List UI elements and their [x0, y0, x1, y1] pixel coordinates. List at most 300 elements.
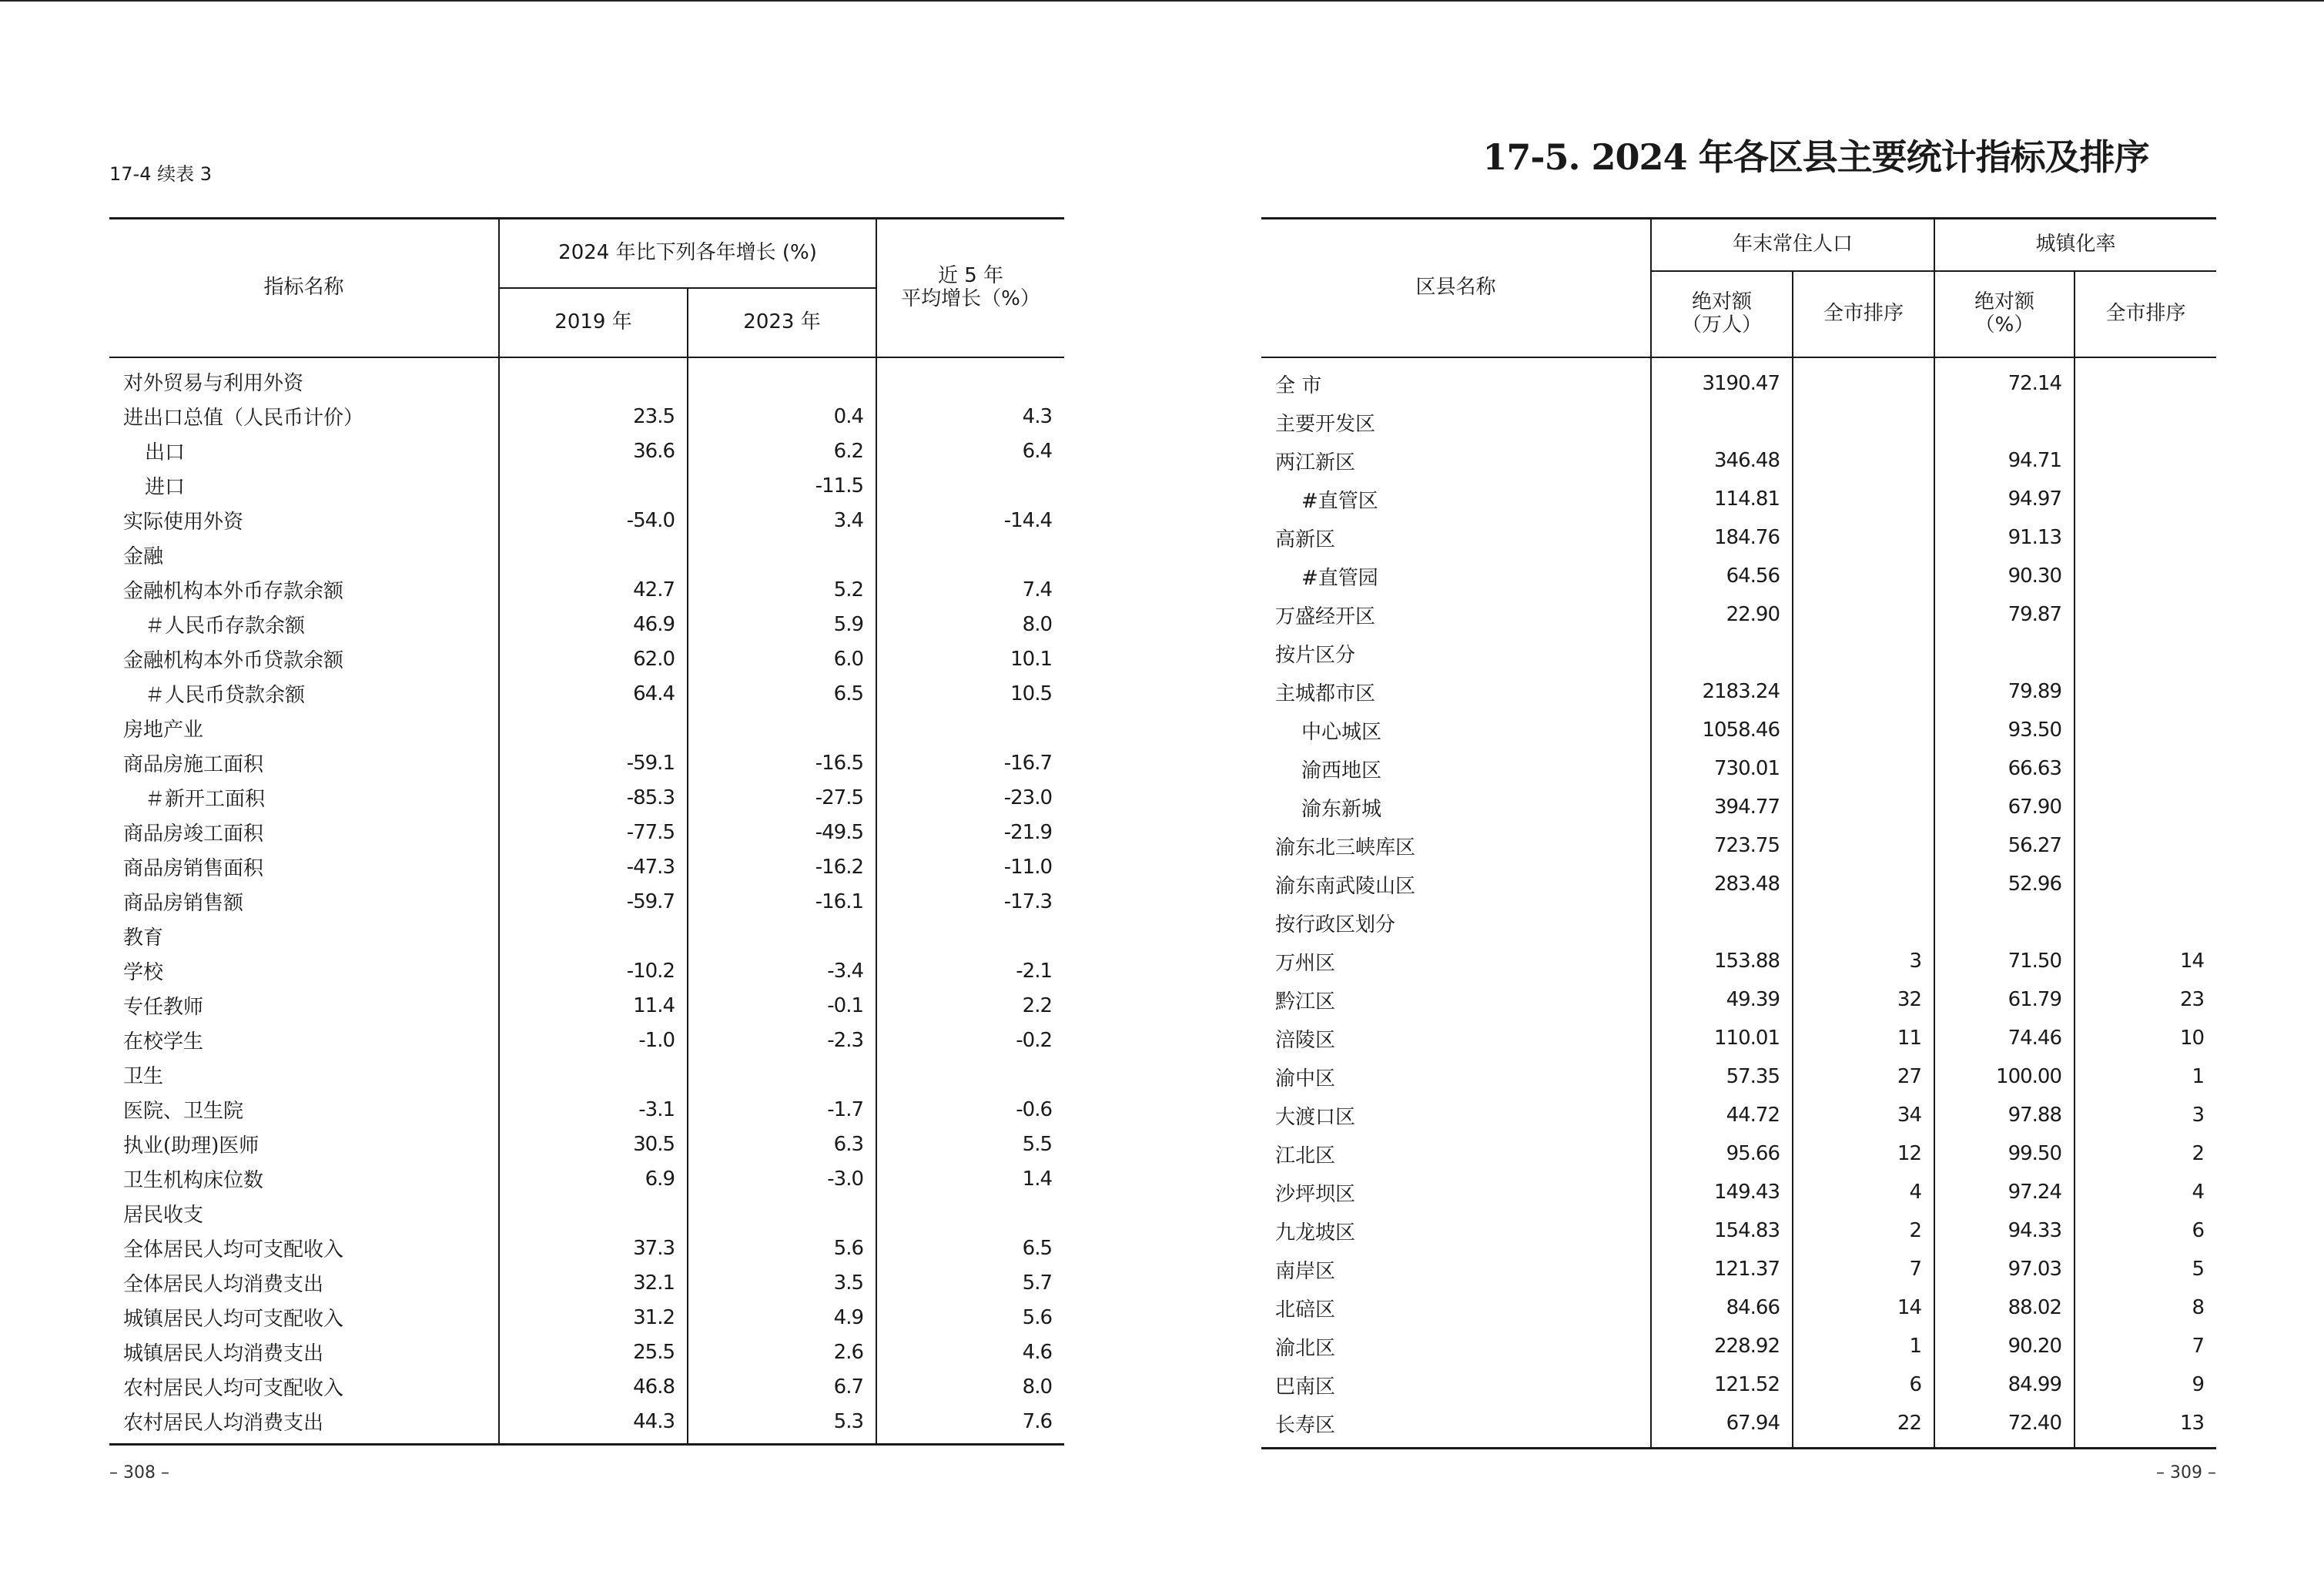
indicator-name: 商品房销售面积 — [123, 857, 264, 880]
indicator-name: 实际使用外资 — [123, 511, 244, 534]
value-2023: 5.2 — [688, 572, 876, 607]
value-2023: 3.5 — [688, 1265, 876, 1300]
table-row — [109, 988, 1064, 1023]
growth-table — [109, 217, 1064, 1446]
table-row — [109, 884, 1064, 919]
urbanization-value: 90.20 — [1934, 1327, 2075, 1365]
value-2019: 31.2 — [499, 1300, 688, 1335]
value-2019: 37.3 — [499, 1231, 688, 1265]
urbanization-value — [1934, 903, 2075, 942]
population-rank — [1793, 711, 1934, 749]
table-row — [109, 1300, 1064, 1335]
value-2019 — [499, 711, 688, 745]
population-value: 121.37 — [1651, 1250, 1793, 1288]
header-population-absolute: 绝对额 （万人） — [1651, 271, 1793, 357]
value-5yr-average: -23.0 — [876, 780, 1064, 815]
table-row — [109, 1127, 1064, 1161]
table-row — [1261, 865, 2216, 903]
value-2019: 30.5 — [499, 1127, 688, 1161]
value-2019: -54.0 — [499, 503, 688, 538]
population-rank: 7 — [1793, 1250, 1934, 1288]
table-row — [1261, 1250, 2216, 1288]
indicator-name: 城镇居民人均可支配收入 — [123, 1308, 344, 1331]
top-border-line — [0, 0, 2324, 2]
urbanization-value: 94.33 — [1934, 1211, 2075, 1250]
urbanization-rank — [2075, 634, 2216, 672]
table-row — [109, 399, 1064, 434]
district-name: 高新区 — [1275, 528, 1336, 551]
value-2023: 2.6 — [688, 1335, 876, 1369]
population-value: 228.92 — [1651, 1327, 1793, 1365]
indicator-name: 学校 — [123, 961, 164, 984]
urbanization-rank: 8 — [2075, 1288, 2216, 1327]
population-value: 730.01 — [1651, 749, 1793, 788]
table-row — [109, 1196, 1064, 1231]
population-value: 2183.24 — [1651, 672, 1793, 711]
table-row — [1261, 1057, 2216, 1096]
page-number: – 309 – — [2156, 1463, 2216, 1482]
indicator-name: 全体居民人均可支配收入 — [123, 1238, 344, 1261]
urbanization-value: 97.03 — [1934, 1250, 2075, 1288]
population-rank: 12 — [1793, 1134, 1934, 1173]
value-5yr-average — [876, 1057, 1064, 1092]
value-2023: 4.9 — [688, 1300, 876, 1335]
indicator-name: 商品房销售额 — [123, 892, 244, 915]
urbanization-value — [1934, 403, 2075, 441]
population-value — [1651, 403, 1793, 441]
urbanization-rank: 6 — [2075, 1211, 2216, 1250]
district-name: 全 市 — [1275, 374, 1322, 397]
value-2019: 36.6 — [499, 434, 688, 468]
urbanization-value: 94.71 — [1934, 441, 2075, 480]
urbanization-value: 61.79 — [1934, 980, 2075, 1019]
table-row — [1261, 788, 2216, 826]
value-2023: 5.3 — [688, 1404, 876, 1445]
header-growth-group: 2024 年比下列各年增长 (%) — [499, 219, 876, 289]
value-2019 — [499, 1196, 688, 1231]
table-row — [109, 676, 1064, 711]
district-name: 南岸区 — [1275, 1259, 1336, 1283]
value-2019: 25.5 — [499, 1335, 688, 1369]
indicator-name: 卫生机构床位数 — [123, 1169, 264, 1192]
value-2023 — [688, 1057, 876, 1092]
value-5yr-average: 1.4 — [876, 1161, 1064, 1196]
indicator-name: 执业(助理)医师 — [123, 1134, 260, 1157]
district-name: 沙坪坝区 — [1275, 1182, 1356, 1206]
urbanization-rank — [2075, 711, 2216, 749]
value-2019: 32.1 — [499, 1265, 688, 1300]
header-population-rank: 全市排序 — [1793, 271, 1934, 357]
urbanization-value — [1934, 634, 2075, 672]
table-row — [109, 1404, 1064, 1445]
urbanization-value: 79.87 — [1934, 595, 2075, 634]
urbanization-value: 88.02 — [1934, 1288, 2075, 1327]
indicator-name: 教育 — [123, 926, 164, 950]
district-name: 北碚区 — [1275, 1298, 1336, 1322]
value-2023: 5.6 — [688, 1231, 876, 1265]
table-row — [109, 538, 1064, 572]
header-population-group: 年末常住人口 — [1651, 219, 1934, 272]
value-5yr-average: 6.4 — [876, 434, 1064, 468]
urbanization-rank — [2075, 788, 2216, 826]
table-row — [109, 1369, 1064, 1404]
population-rank — [1793, 441, 1934, 480]
table-row — [1261, 672, 2216, 711]
value-2023: -49.5 — [688, 815, 876, 849]
value-5yr-average: -14.4 — [876, 503, 1064, 538]
urbanization-value: 84.99 — [1934, 1365, 2075, 1404]
indicator-name: 在校学生 — [123, 1030, 204, 1054]
table-row — [109, 711, 1064, 745]
table-row — [1261, 403, 2216, 441]
district-name: 江北区 — [1275, 1144, 1336, 1168]
value-5yr-average — [876, 468, 1064, 503]
population-rank: 2 — [1793, 1211, 1934, 1250]
table-row — [1261, 1173, 2216, 1211]
value-5yr-average: 7.4 — [876, 572, 1064, 607]
indicator-name: 农村居民人均可支配收入 — [123, 1377, 344, 1400]
population-rank — [1793, 749, 1934, 788]
value-5yr-average: -11.0 — [876, 849, 1064, 884]
table-row — [1261, 634, 2216, 672]
district-name: 渝东新城 — [1301, 797, 1382, 821]
table-row — [1261, 749, 2216, 788]
value-2019: 6.9 — [499, 1161, 688, 1196]
urbanization-rank: 5 — [2075, 1250, 2216, 1288]
indicator-name: 金融 — [123, 545, 164, 568]
indicator-name: ＃人民币贷款余额 — [145, 684, 306, 707]
table-row — [109, 357, 1064, 399]
population-value — [1651, 903, 1793, 942]
value-5yr-average: -0.2 — [876, 1023, 1064, 1057]
table-row — [109, 919, 1064, 953]
population-rank — [1793, 480, 1934, 518]
urbanization-rank — [2075, 518, 2216, 557]
table-row — [1261, 1096, 2216, 1134]
population-value: 49.39 — [1651, 980, 1793, 1019]
table-row — [1261, 1019, 2216, 1057]
header-indicator-name: 指标名称 — [109, 219, 499, 358]
population-value: 3190.47 — [1651, 357, 1793, 403]
table-row — [1261, 1134, 2216, 1173]
table-caption: 17-4 续表 3 — [109, 163, 212, 185]
population-value: 57.35 — [1651, 1057, 1793, 1096]
population-rank: 6 — [1793, 1365, 1934, 1404]
population-value: 64.56 — [1651, 557, 1793, 595]
table-row — [109, 642, 1064, 676]
value-5yr-average: 10.1 — [876, 642, 1064, 676]
urbanization-rank: 14 — [2075, 942, 2216, 980]
table-row — [109, 953, 1064, 988]
table-row — [109, 849, 1064, 884]
urbanization-rank: 1 — [2075, 1057, 2216, 1096]
district-name: 按行政区划分 — [1275, 913, 1396, 936]
urbanization-value: 97.24 — [1934, 1173, 2075, 1211]
value-2023: -11.5 — [688, 468, 876, 503]
urbanization-rank — [2075, 672, 2216, 711]
population-value: 394.77 — [1651, 788, 1793, 826]
urbanization-value: 72.40 — [1934, 1404, 2075, 1449]
population-value: 184.76 — [1651, 518, 1793, 557]
table-row — [1261, 1327, 2216, 1365]
value-2019: 62.0 — [499, 642, 688, 676]
district-name: 按片区分 — [1275, 643, 1356, 667]
urbanization-value: 93.50 — [1934, 711, 2075, 749]
table-row — [109, 1023, 1064, 1057]
urbanization-value: 67.90 — [1934, 788, 2075, 826]
population-rank: 27 — [1793, 1057, 1934, 1096]
indicator-name: 专任教师 — [123, 996, 204, 1019]
district-name: 黔江区 — [1275, 990, 1336, 1013]
table-row — [109, 572, 1064, 607]
population-rank: 3 — [1793, 942, 1934, 980]
value-5yr-average: 5.6 — [876, 1300, 1064, 1335]
table-row — [109, 503, 1064, 538]
value-5yr-average: 10.5 — [876, 676, 1064, 711]
indicator-name: 全体居民人均消费支出 — [123, 1273, 324, 1296]
table-row — [1261, 518, 2216, 557]
indicator-name: ＃人民币存款余额 — [145, 615, 306, 638]
value-5yr-average: -16.7 — [876, 745, 1064, 780]
urbanization-value: 99.50 — [1934, 1134, 2075, 1173]
urbanization-rank — [2075, 357, 2216, 403]
value-5yr-average: 5.5 — [876, 1127, 1064, 1161]
value-2019: 23.5 — [499, 399, 688, 434]
table-row — [1261, 441, 2216, 480]
value-2023: 6.7 — [688, 1369, 876, 1404]
value-2019 — [499, 1057, 688, 1092]
table-row — [1261, 1404, 2216, 1449]
table-row — [109, 1057, 1064, 1092]
district-table — [1261, 217, 2216, 1449]
district-name: 九龙坡区 — [1275, 1221, 1356, 1245]
header-urbanization-group: 城镇化率 — [1934, 219, 2216, 272]
urbanization-value: 90.30 — [1934, 557, 2075, 595]
value-2019: 11.4 — [499, 988, 688, 1023]
population-rank — [1793, 788, 1934, 826]
district-name: 两江新区 — [1275, 451, 1356, 474]
value-5yr-average: 8.0 — [876, 1369, 1064, 1404]
urbanization-rank — [2075, 749, 2216, 788]
indicator-name: 金融机构本外币贷款余额 — [123, 649, 344, 672]
table-row — [109, 1231, 1064, 1265]
population-rank — [1793, 557, 1934, 595]
district-name: 涪陵区 — [1275, 1028, 1336, 1052]
urbanization-rank: 2 — [2075, 1134, 2216, 1173]
value-2023: 5.9 — [688, 607, 876, 642]
population-rank — [1793, 357, 1934, 403]
value-2019: -47.3 — [499, 849, 688, 884]
table-row — [1261, 357, 2216, 403]
urbanization-rank: 10 — [2075, 1019, 2216, 1057]
district-name: 中心城区 — [1301, 720, 1382, 744]
value-2023: 6.3 — [688, 1127, 876, 1161]
value-2019 — [499, 919, 688, 953]
table-row — [1261, 980, 2216, 1019]
population-rank: 14 — [1793, 1288, 1934, 1327]
value-5yr-average: 4.3 — [876, 399, 1064, 434]
district-name: 渝东南武陵山区 — [1275, 874, 1416, 898]
indicator-name: 房地产业 — [123, 719, 204, 742]
indicator-name: 出口 — [145, 441, 186, 464]
value-2019: 64.4 — [499, 676, 688, 711]
population-value: 1058.46 — [1651, 711, 1793, 749]
population-value: 44.72 — [1651, 1096, 1793, 1134]
value-2023: -3.0 — [688, 1161, 876, 1196]
value-2023: -16.2 — [688, 849, 876, 884]
district-name: 万州区 — [1275, 951, 1336, 975]
table-row — [109, 1265, 1064, 1300]
value-2023: 6.0 — [688, 642, 876, 676]
value-2019: -3.1 — [499, 1092, 688, 1127]
value-5yr-average: 8.0 — [876, 607, 1064, 642]
page-title: 17-5. 2024 年各区县主要统计指标及排序 — [1482, 136, 2149, 178]
urbanization-rank — [2075, 595, 2216, 634]
population-rank — [1793, 903, 1934, 942]
header-2019: 2019 年 — [499, 288, 688, 357]
urbanization-rank: 3 — [2075, 1096, 2216, 1134]
urbanization-rank: 7 — [2075, 1327, 2216, 1365]
table-row — [1261, 711, 2216, 749]
value-2023: 6.2 — [688, 434, 876, 468]
value-2019 — [499, 357, 688, 399]
header-5yr-average — [876, 219, 1064, 358]
district-name: 渝东北三峡库区 — [1275, 836, 1416, 859]
population-rank: 34 — [1793, 1096, 1934, 1134]
value-2023: -16.1 — [688, 884, 876, 919]
value-5yr-average: -21.9 — [876, 815, 1064, 849]
value-5yr-average: 6.5 — [876, 1231, 1064, 1265]
indicator-name: 城镇居民人均消费支出 — [123, 1342, 324, 1365]
district-name: 长寿区 — [1275, 1413, 1336, 1437]
header-2023: 2023 年 — [688, 288, 876, 357]
population-rank — [1793, 595, 1934, 634]
urbanization-value: 52.96 — [1934, 865, 2075, 903]
population-rank — [1793, 826, 1934, 865]
table-row — [109, 780, 1064, 815]
value-2019: -77.5 — [499, 815, 688, 849]
header-5yr-label: 近 5 年 平均增长（%） — [901, 264, 1040, 310]
urbanization-rank — [2075, 557, 2216, 595]
population-rank: 4 — [1793, 1173, 1934, 1211]
table-row — [109, 815, 1064, 849]
value-2023: -0.1 — [688, 988, 876, 1023]
value-5yr-average — [876, 357, 1064, 399]
population-value: 149.43 — [1651, 1173, 1793, 1211]
urbanization-value: 94.97 — [1934, 480, 2075, 518]
population-value: 153.88 — [1651, 942, 1793, 980]
indicator-name: 进出口总值（人民币计价） — [123, 407, 364, 430]
population-value: 283.48 — [1651, 865, 1793, 903]
district-name: 主要开发区 — [1275, 412, 1376, 436]
value-2023: 0.4 — [688, 399, 876, 434]
value-5yr-average — [876, 538, 1064, 572]
indicator-name: 进口 — [145, 476, 186, 499]
value-5yr-average: 2.2 — [876, 988, 1064, 1023]
urbanization-rank — [2075, 441, 2216, 480]
population-value: 84.66 — [1651, 1288, 1793, 1327]
district-name: 大渡口区 — [1275, 1105, 1356, 1129]
district-name: 主城都市区 — [1275, 682, 1376, 705]
value-2019: -59.1 — [499, 745, 688, 780]
value-2019: 44.3 — [499, 1404, 688, 1445]
district-name: #直管园 — [1301, 566, 1378, 590]
indicator-name: 对外贸易与利用外资 — [123, 372, 304, 395]
population-value: 22.90 — [1651, 595, 1793, 634]
population-rank: 32 — [1793, 980, 1934, 1019]
population-rank: 11 — [1793, 1019, 1934, 1057]
urbanization-value: 71.50 — [1934, 942, 2075, 980]
value-2019: -59.7 — [499, 884, 688, 919]
urbanization-value: 72.14 — [1934, 357, 2075, 403]
urbanization-value: 74.46 — [1934, 1019, 2075, 1057]
value-2023 — [688, 919, 876, 953]
table-row — [109, 607, 1064, 642]
table-row — [1261, 1211, 2216, 1250]
value-2023: -3.4 — [688, 953, 876, 988]
value-5yr-average — [876, 711, 1064, 745]
page-number: – 308 – — [109, 1463, 169, 1482]
value-5yr-average — [876, 1196, 1064, 1231]
table-row — [109, 1161, 1064, 1196]
value-5yr-average: -0.6 — [876, 1092, 1064, 1127]
indicator-name: 商品房竣工面积 — [123, 822, 264, 846]
population-value: 154.83 — [1651, 1211, 1793, 1250]
population-rank — [1793, 672, 1934, 711]
value-2023: 6.5 — [688, 676, 876, 711]
population-rank — [1793, 634, 1934, 672]
urbanization-rank: 23 — [2075, 980, 2216, 1019]
district-name: 渝中区 — [1275, 1067, 1336, 1090]
urbanization-rank — [2075, 480, 2216, 518]
value-2019: -10.2 — [499, 953, 688, 988]
indicator-name: 医院、卫生院 — [123, 1100, 244, 1123]
population-rank — [1793, 403, 1934, 441]
value-2023: -27.5 — [688, 780, 876, 815]
population-value: 110.01 — [1651, 1019, 1793, 1057]
value-2019: 46.8 — [499, 1369, 688, 1404]
table-row — [1261, 1365, 2216, 1404]
population-rank: 1 — [1793, 1327, 1934, 1365]
urbanization-value: 56.27 — [1934, 826, 2075, 865]
urbanization-value: 97.88 — [1934, 1096, 2075, 1134]
urbanization-value: 91.13 — [1934, 518, 2075, 557]
value-2023 — [688, 1196, 876, 1231]
population-rank — [1793, 518, 1934, 557]
value-2019: -85.3 — [499, 780, 688, 815]
population-value: 114.81 — [1651, 480, 1793, 518]
table-row — [109, 468, 1064, 503]
value-5yr-average — [876, 919, 1064, 953]
indicator-name: 卫生 — [123, 1065, 164, 1088]
header-urbanization-rank: 全市排序 — [2075, 271, 2216, 357]
value-2023: -1.7 — [688, 1092, 876, 1127]
urbanization-value: 79.89 — [1934, 672, 2075, 711]
table-row — [1261, 480, 2216, 518]
population-value: 346.48 — [1651, 441, 1793, 480]
value-2019 — [499, 468, 688, 503]
table-row — [1261, 557, 2216, 595]
table-row — [1261, 903, 2216, 942]
value-2019 — [499, 538, 688, 572]
indicator-name: 商品房施工面积 — [123, 753, 264, 776]
district-name: 渝西地区 — [1301, 759, 1382, 782]
urbanization-rank: 9 — [2075, 1365, 2216, 1404]
value-5yr-average: 4.6 — [876, 1335, 1064, 1369]
table-row — [109, 1092, 1064, 1127]
urbanization-rank — [2075, 903, 2216, 942]
indicator-name: 农村居民人均消费支出 — [123, 1412, 324, 1435]
